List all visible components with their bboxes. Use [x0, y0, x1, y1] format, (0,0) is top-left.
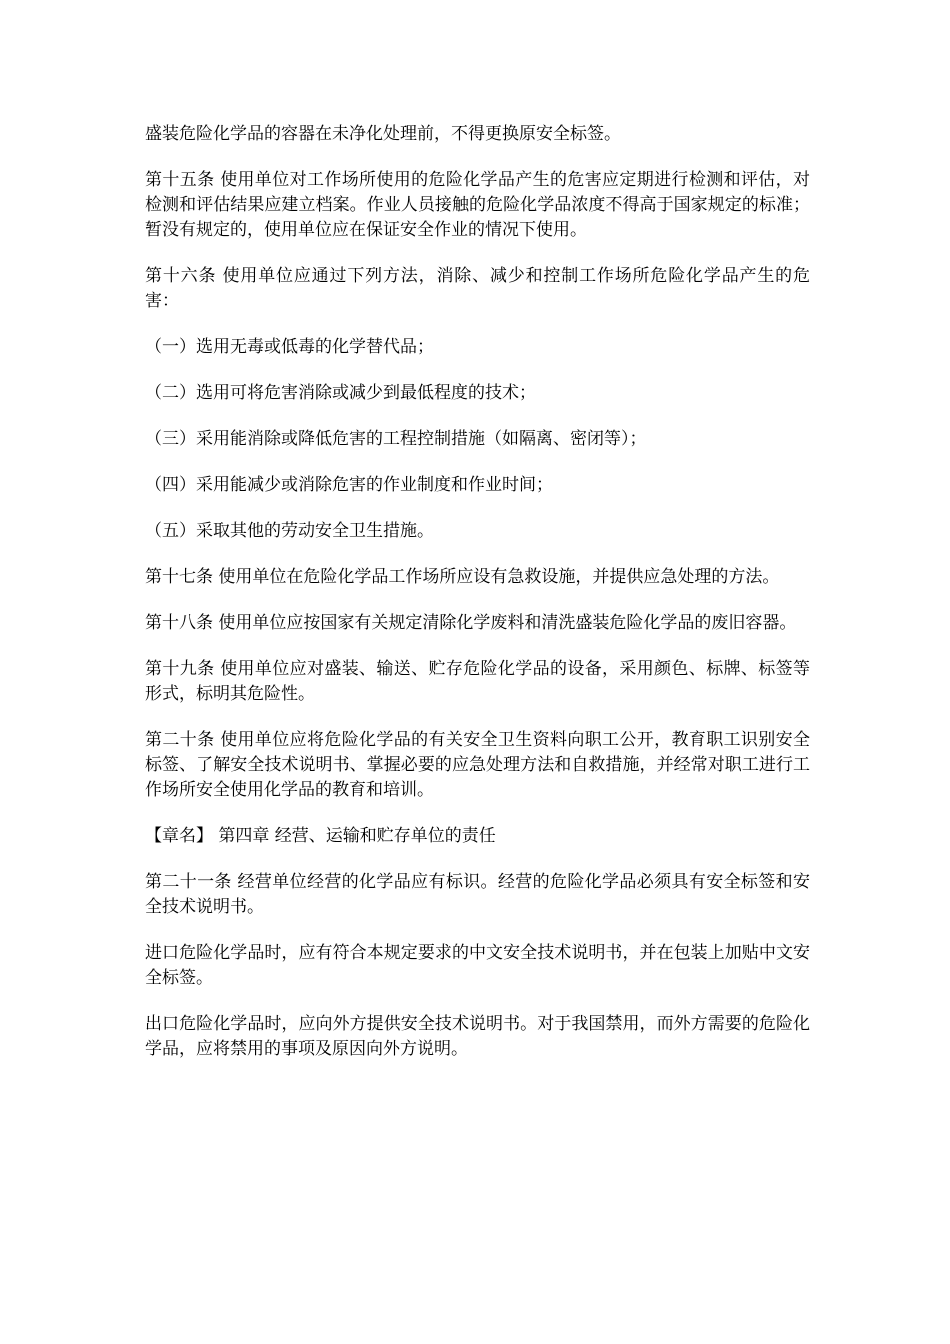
chapter-heading: 【章名】 第四章 经营、运输和贮存单位的责任: [145, 826, 496, 846]
article-21: 第二十一条 经营单位经营的化学品应有标识。经营的危险化学品必须具有安全标签和安全技术说明书。: [145, 872, 810, 917]
article-18: 第十八条 使用单位应按国家有关规定清除化学废料和清洗盛装危险化学品的废旧容器。: [145, 613, 797, 633]
paragraph-import: 进口危险化学品时，应有符合本规定要求的中文安全技术说明书，并在包装上加贴中文安全标签。: [145, 943, 810, 988]
paragraph-export: 出口危险化学品时，应向外方提供安全技术说明书。对于我国禁用，而外方需要的危险化学品，应将禁用的事项及原因向外方说明。: [145, 1014, 810, 1059]
list-item-5: （五）采取其他的劳动安全卫生措施。: [145, 521, 434, 541]
document-body: [145, 122, 810, 1083]
article-20: 第二十条 使用单位应将危险化学品的有关安全卫生资料向职工公开，教育职工识别安全标签、了解安全技术说明书、掌握必要的应急处理方法和自救措施，并经常对职工进行工作场所安全使用化学品的教育和培训。: [145, 730, 810, 800]
article-16: 第十六条 使用单位应通过下列方法，消除、减少和控制工作场所危险化学品产生的危害：: [145, 266, 810, 311]
list-item-4: （四）采用能减少或消除危害的作业制度和作业时间；: [145, 475, 553, 495]
paragraph-container-note: 盛装危险化学品的容器在未净化处理前，不得更换原安全标签。: [145, 124, 621, 144]
article-17: 第十七条 使用单位在危险化学品工作场所应设有急救设施，并提供应急处理的方法。: [145, 567, 780, 587]
list-item-2: （二）选用可将危害消除或减少到最低程度的技术；: [145, 383, 536, 403]
list-item-1: （一）选用无毒或低毒的化学替代品；: [145, 337, 434, 357]
article-15: 第十五条 使用单位对工作场所使用的危险化学品产生的危害应定期进行检测和评估，对检测和评估结果应建立档案。作业人员接触的危险化学品浓度不得高于国家规定的标准；暂没有规定的，使用单位应在保证安全作业的情况下使用。: [145, 170, 810, 240]
article-19: 第十九条 使用单位应对盛装、输送、贮存危险化学品的设备，采用颜色、标牌、标签等形式，标明其危险性。: [145, 659, 810, 704]
list-item-3: （三）采用能消除或降低危害的工程控制措施（如隔离、密闭等）；: [145, 429, 647, 449]
